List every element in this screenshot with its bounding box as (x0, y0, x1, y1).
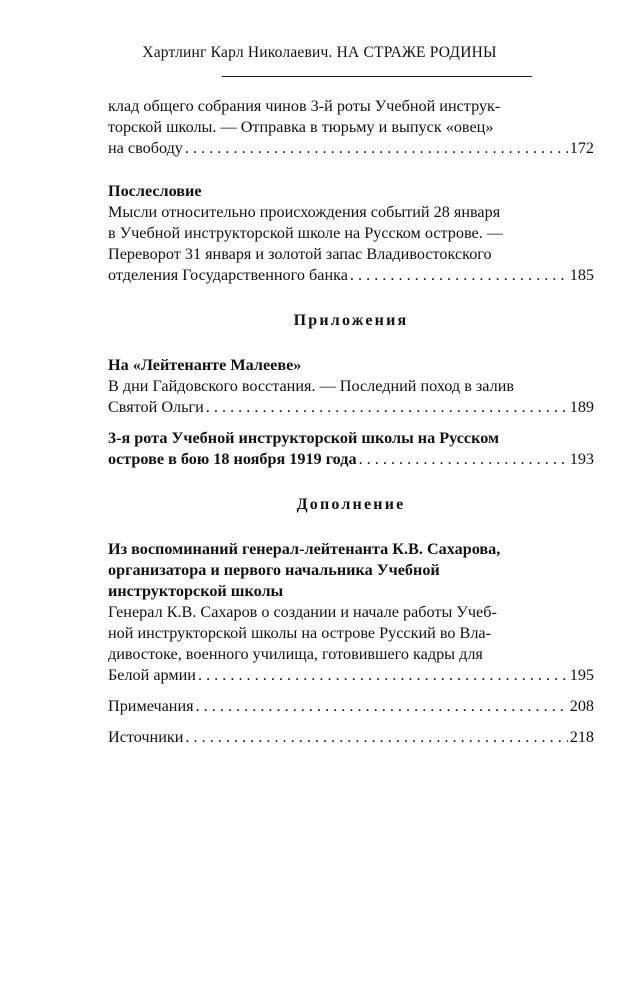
entry-last-line: отделения Государственного банка (108, 266, 348, 284)
dot-leader (196, 696, 568, 717)
entry-line: дивостоке, военного училища, готовившего кадры для (108, 645, 483, 663)
section-heading-appendices: Приложения (293, 312, 409, 329)
page-number: 218 (569, 728, 594, 746)
entry-line: Переворот 31 января и золотой запас Владивостокского (108, 245, 492, 263)
toc-entry-malev[interactable] (108, 355, 594, 418)
entry-line: Мысли относительно происхождения событий 28 января (108, 203, 501, 221)
entry-title: Из воспоминаний генерал-лейтенанта К.В. Сахарова, (108, 540, 501, 558)
page-number: 208 (569, 697, 594, 715)
entry-line: в Учебной инструкторской школе на Русском острове. — (108, 224, 503, 242)
entry-line: торской школы. — Отправка в тюрьму и выпуск «овец» (108, 118, 494, 136)
header-rule (222, 76, 532, 77)
dot-leader (198, 665, 568, 686)
entry-title-last: острове в бою 18 ноября 1919 года (108, 450, 357, 468)
entry-last-line: Белой армии (108, 666, 196, 684)
entry-title: инструкторской школы (108, 582, 284, 600)
toc-entry-notes[interactable] (108, 696, 594, 717)
toc-entry-afterword[interactable] (108, 181, 594, 286)
entry-leader-row (108, 138, 594, 159)
running-header (0, 44, 639, 66)
entry-leader-row (108, 449, 594, 470)
entry-title: 3-я рота Учебной инструкторской школы на Русском (108, 429, 500, 447)
dot-leader (185, 138, 568, 159)
dot-leader (350, 265, 568, 286)
toc-entry-sources[interactable] (108, 727, 594, 748)
page-number: 195 (569, 666, 594, 684)
toc-entry-continued[interactable] (108, 96, 594, 159)
entry-line: ной инструкторской школы на острове Русский во Вла- (108, 624, 491, 642)
section-heading-supplement: Дополнение (296, 496, 406, 513)
entry-title: организатора и первого начальника Учебной (108, 561, 440, 579)
entry-label: Источники (108, 728, 184, 746)
entry-title: На «Лейтенанте Малееве» (108, 356, 302, 374)
page-number: 193 (569, 450, 594, 468)
entry-title: Послесловие (108, 182, 202, 200)
entry-line: Генерал К.В. Сахаров о создании и начале работы Учеб- (108, 603, 497, 621)
entry-line: В дни Гайдовского восстания. — Последний поход в залив (108, 377, 515, 395)
entry-label: Примечания (108, 697, 194, 715)
entry-leader-row (108, 265, 594, 286)
running-title: Хартлинг Карл Николаевич. НА СТРАЖЕ РОДИНЫ (142, 44, 497, 61)
table-of-contents (108, 96, 594, 748)
entry-last-line: на свободу (108, 139, 183, 157)
toc-entry-sakharov[interactable] (108, 539, 594, 686)
page-number: 189 (569, 398, 594, 416)
entry-last-line: Святой Ольги (108, 398, 204, 416)
entry-leader-row (108, 397, 594, 418)
entry-line: клад общего собрания чинов 3-й роты Учебной инструк- (108, 97, 501, 115)
toc-entry-company[interactable] (108, 428, 594, 470)
page-number: 185 (569, 266, 594, 284)
dot-leader (185, 727, 567, 748)
dot-leader (359, 449, 568, 470)
entry-leader-row (108, 665, 594, 686)
dot-leader (206, 397, 568, 418)
page-number: 172 (569, 139, 594, 157)
